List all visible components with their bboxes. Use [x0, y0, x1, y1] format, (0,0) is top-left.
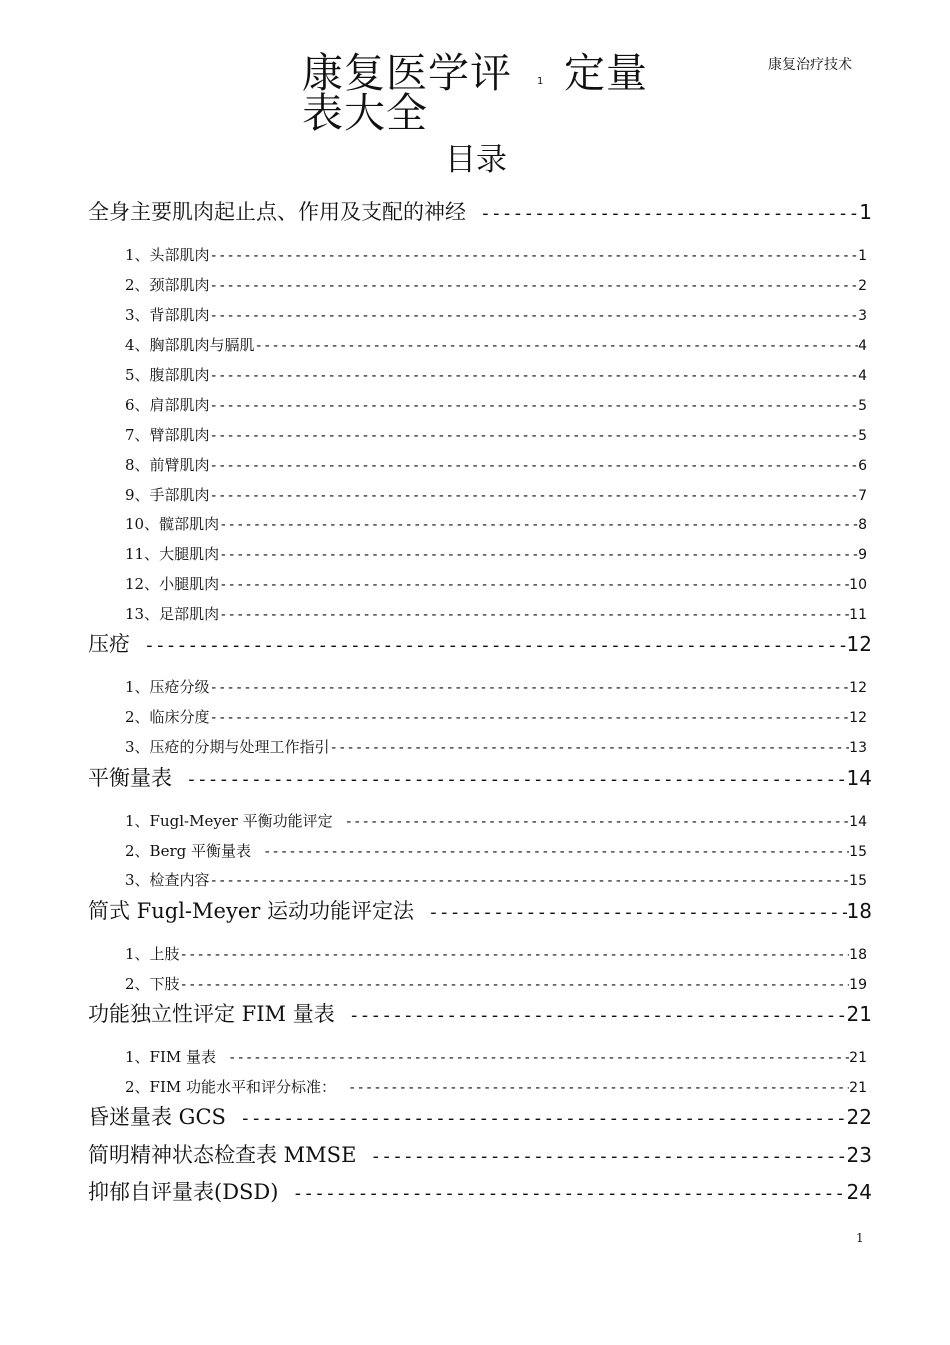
- toc-subsection-page: 3: [858, 308, 867, 324]
- dot-leader: [210, 680, 850, 696]
- toc-subsection[interactable]: [125, 334, 867, 358]
- toc-subsection[interactable]: [125, 304, 867, 328]
- header-note: 康复治疗技术: [768, 57, 852, 73]
- toc-subsection-title: 9、手部肌肉: [125, 486, 210, 504]
- toc-subsection-page: 1: [858, 248, 867, 264]
- toc-section-title: 压疮: [88, 632, 130, 656]
- dot-leader: [210, 710, 850, 726]
- toc-heading: 目录: [445, 142, 507, 178]
- toc-subsection-page: 6: [858, 458, 867, 474]
- toc-subsection[interactable]: [125, 454, 867, 478]
- toc-subsection-title: 1、Fugl-Meyer 平衡功能评定: [125, 812, 333, 830]
- toc-section[interactable]: [88, 762, 872, 794]
- dot-leader: [210, 873, 850, 889]
- toc-subsection-title: 3、检查内容: [125, 871, 210, 889]
- dot-leader: [186, 769, 847, 790]
- toc-section-title: 全身主要肌肉起止点、作用及支配的神经: [88, 200, 466, 224]
- dot-leader: [210, 398, 859, 414]
- dot-leader: [210, 458, 859, 474]
- toc-subsection-title: 8、前臂肌肉: [125, 456, 210, 474]
- toc-subsection-page: 15: [849, 873, 867, 889]
- toc-subsection[interactable]: [125, 810, 867, 834]
- toc-subsection-title: 2、FIM 功能水平和评分标准：: [125, 1078, 337, 1096]
- toc-subsection-title: 1、头部肌肉: [125, 246, 210, 264]
- toc-subsection[interactable]: [125, 543, 867, 567]
- toc-subsection-title: 1、压疮分级: [125, 678, 210, 696]
- toc-section-page: 24: [846, 1180, 872, 1204]
- dot-leader: [345, 814, 850, 830]
- toc-subsection[interactable]: [125, 573, 867, 597]
- toc-subsection[interactable]: [125, 424, 867, 448]
- toc-section-page: 21: [846, 1002, 872, 1026]
- dot-leader: [210, 428, 859, 444]
- toc-section-page: 14: [846, 766, 872, 790]
- toc-section-title: 平衡量表: [88, 766, 172, 790]
- toc-section[interactable]: [88, 1101, 872, 1133]
- toc-section-page: 1: [859, 200, 872, 224]
- toc-section[interactable]: [88, 196, 872, 228]
- toc-subsection-page: 7: [858, 488, 867, 504]
- toc-subsection-title: 3、背部肌肉: [125, 306, 210, 324]
- dot-leader: [349, 1005, 847, 1026]
- toc-subsection-page: 14: [849, 814, 867, 830]
- title-superscript: 1: [537, 76, 544, 87]
- toc-section[interactable]: [88, 895, 872, 927]
- dot-leader: [255, 338, 859, 354]
- dot-leader: [180, 977, 850, 993]
- toc-subsection-title: 1、上肢: [125, 945, 180, 963]
- toc-subsection[interactable]: [125, 513, 867, 537]
- dot-leader: [144, 635, 847, 656]
- dot-leader: [219, 517, 858, 533]
- toc-section-title: 简式 Fugl-Meyer 运动功能评定法: [88, 899, 414, 923]
- dot-leader: [240, 1108, 847, 1129]
- title-line-1-end: 定量: [564, 49, 648, 97]
- page-number: 1: [856, 1231, 864, 1245]
- toc-subsection[interactable]: [125, 1046, 867, 1070]
- toc-subsection-page: 9: [858, 547, 867, 563]
- dot-leader: [330, 740, 850, 756]
- dot-leader: [219, 547, 858, 563]
- dot-leader: [292, 1183, 846, 1204]
- toc-section-page: 12: [846, 632, 872, 656]
- dot-leader: [348, 1080, 849, 1096]
- title-line-2: 表大全: [302, 89, 428, 137]
- toc-subsection-title: 13、足部肌肉: [125, 605, 220, 623]
- dot-leader: [263, 844, 849, 860]
- toc-subsection-title: 6、肩部肌肉: [125, 396, 210, 414]
- toc-section-page: 18: [846, 899, 872, 923]
- toc-subsection-page: 19: [849, 977, 867, 993]
- toc-section-page: 22: [846, 1105, 872, 1129]
- toc-subsection[interactable]: [125, 973, 867, 997]
- toc-subsection-page: 12: [849, 680, 867, 696]
- toc-subsection-page: 5: [858, 428, 867, 444]
- toc-section-title: 简明精神状态检查表 MMSE: [88, 1143, 357, 1167]
- dot-leader: [210, 308, 859, 324]
- toc-subsection[interactable]: [125, 364, 867, 388]
- toc-section-title: 抑郁自评量表(DSD): [88, 1180, 279, 1204]
- toc-subsection[interactable]: [125, 274, 867, 298]
- dot-leader: [228, 1050, 849, 1066]
- toc-subsection-page: 4: [858, 368, 867, 384]
- toc-subsection-title: 2、临床分度: [125, 708, 210, 726]
- toc-section[interactable]: [88, 998, 872, 1030]
- toc-subsection-page: 21: [849, 1050, 867, 1066]
- toc-subsection-title: 10、髋部肌肉: [125, 515, 220, 533]
- toc-subsection[interactable]: [125, 869, 867, 893]
- toc-subsection-page: 21: [849, 1080, 867, 1096]
- toc-subsection-title: 12、小腿肌肉: [125, 575, 220, 593]
- toc-subsection[interactable]: [125, 676, 867, 700]
- dot-leader: [219, 607, 849, 623]
- toc-subsection[interactable]: [125, 484, 867, 508]
- toc-section[interactable]: [88, 1176, 872, 1208]
- toc-subsection-title: 4、胸部肌肉与膈肌: [125, 336, 255, 354]
- toc-subsection[interactable]: [125, 1076, 867, 1100]
- toc-section-title: 功能独立性评定 FIM 量表: [88, 1002, 335, 1026]
- toc-subsection-page: 8: [858, 517, 867, 533]
- toc-subsection-title: 7、臂部肌肉: [125, 426, 210, 444]
- dot-leader: [210, 488, 859, 504]
- toc-subsection[interactable]: [125, 394, 867, 418]
- toc-subsection[interactable]: [125, 244, 867, 268]
- toc-subsection-page: 18: [849, 947, 867, 963]
- toc-subsection-page: 13: [849, 740, 867, 756]
- dot-leader: [210, 278, 859, 294]
- dot-leader: [180, 947, 850, 963]
- toc-subsection-title: 3、压疮的分期与处理工作指引: [125, 738, 330, 756]
- title-line-1-start: 康复医学评: [302, 49, 512, 97]
- toc-section-page: 23: [846, 1143, 872, 1167]
- dot-leader: [428, 902, 847, 923]
- toc-subsection-page: 15: [849, 844, 867, 860]
- toc-subsection[interactable]: [125, 943, 867, 967]
- toc-subsection-page: 4: [858, 338, 867, 354]
- toc-subsection-page: 5: [858, 398, 867, 414]
- toc-subsection[interactable]: [125, 603, 867, 627]
- toc-subsection-page: 11: [849, 607, 867, 623]
- toc-subsection-title: 11、大腿肌肉: [125, 545, 220, 563]
- dot-leader: [210, 248, 859, 264]
- toc-subsection-title: 2、下肢: [125, 975, 180, 993]
- toc-subsection-page: 10: [849, 577, 867, 593]
- toc-subsection[interactable]: [125, 840, 867, 864]
- toc-subsection-title: 1、FIM 量表: [125, 1048, 217, 1066]
- toc-subsection-title: 2、Berg 平衡量表: [125, 842, 251, 860]
- toc-subsection-page: 12: [849, 710, 867, 726]
- toc-subsection[interactable]: [125, 736, 867, 760]
- toc-section[interactable]: [88, 1139, 872, 1171]
- dot-leader: [480, 203, 859, 224]
- toc-section-title: 昏迷量表 GCS: [88, 1105, 226, 1129]
- dot-leader: [210, 368, 859, 384]
- toc-section[interactable]: [88, 628, 872, 660]
- toc-subsection[interactable]: [125, 706, 867, 730]
- toc-subsection-page: 2: [858, 278, 867, 294]
- toc-subsection-title: 5、腹部肌肉: [125, 366, 210, 384]
- toc-subsection-title: 2、颈部肌肉: [125, 276, 210, 294]
- dot-leader: [219, 577, 849, 593]
- dot-leader: [370, 1146, 846, 1167]
